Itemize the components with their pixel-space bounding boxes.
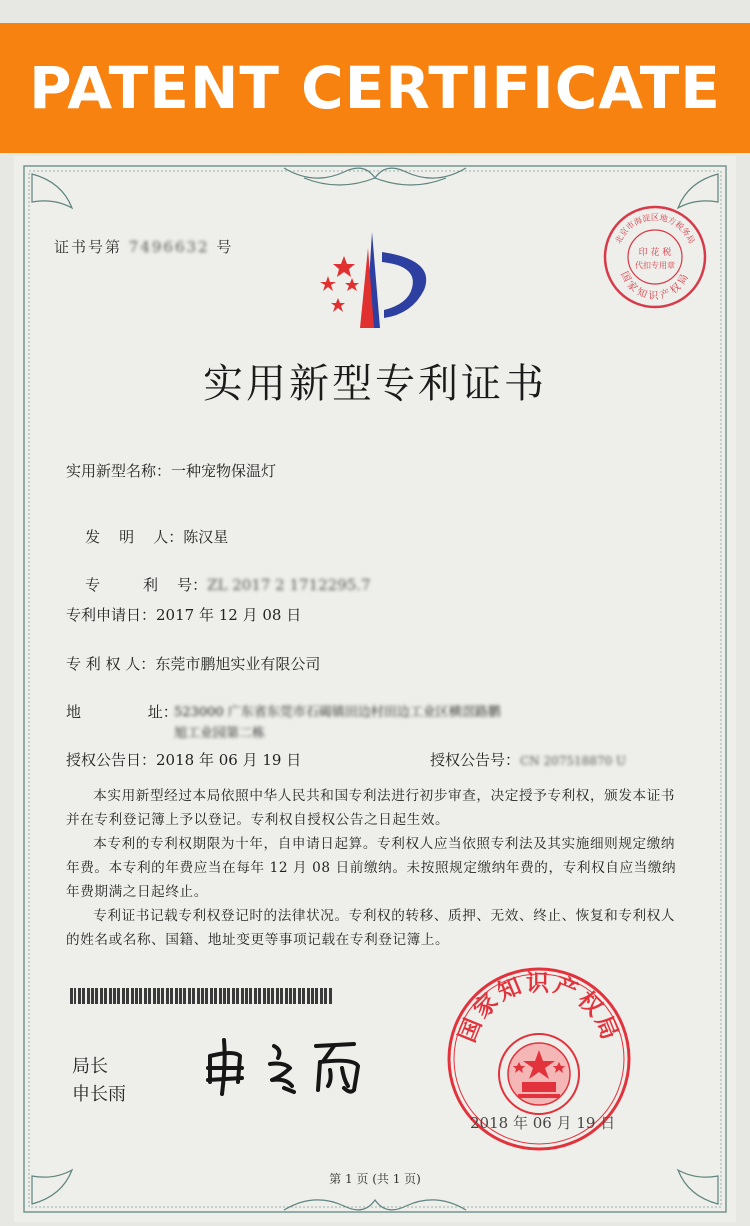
banner-title: PATENT CERTIFICATE xyxy=(29,54,721,122)
field-label: 授权公告日： xyxy=(66,751,157,769)
field-value: CN 207518870 U xyxy=(520,754,627,768)
field-grant-date xyxy=(66,749,301,770)
signer-title: 局长 xyxy=(72,1056,108,1077)
field-address-line1: 523000 广东省东莞市石碣镇田边村田边工业区横滘路鹏 xyxy=(174,705,501,720)
field-value: ZL 2017 2 1712295.7 xyxy=(207,576,371,594)
field-label: 发 明 人： xyxy=(85,528,184,546)
field-value: 一种宠物保温灯 xyxy=(171,462,277,480)
certificate xyxy=(14,156,736,1222)
field-address-label: 地 址： xyxy=(66,703,178,721)
field-filing-date xyxy=(66,604,301,625)
paragraph-term: 本专利的专利权期限为十年，自申请日起算。专利权人应当依照专利法及其实施细则规定缴纳年费。本专利的年费应当在每年 12 月 08 日前缴纳。未按照规定缴纳年费的，专利权自应当缴纳年费期满之日起终止。 xyxy=(66,836,677,900)
field-value: 2017 年 12 月 08 日 xyxy=(156,606,302,624)
field-label: 授权公告号： xyxy=(430,751,521,769)
field-grant-number xyxy=(430,749,626,770)
tax-stamp-top-text: 北京市海淀区地方税务局 xyxy=(612,212,698,246)
field-label: 专 利 权 人： xyxy=(66,655,156,673)
field-patentee xyxy=(66,653,320,674)
signer-name: 申长雨 xyxy=(72,1084,126,1105)
national-emblem-icon xyxy=(499,1034,579,1114)
cnipa-logo-icon xyxy=(308,228,448,332)
seal-text: 国家知识产权局 xyxy=(453,969,625,1047)
certificate-number-label: 证书号第 xyxy=(54,238,123,256)
page-footer: 第 1 页 (共 1 页) xyxy=(329,1172,421,1186)
banner xyxy=(0,23,750,153)
tax-stamp-bottom-text: 国家知识产权局 xyxy=(617,269,693,302)
certificate-number-value: 7496632 xyxy=(128,238,210,256)
handwritten-signature xyxy=(204,1032,384,1096)
field-label: 专 利 号： xyxy=(85,576,208,594)
paragraph-grant: 本实用新型经过本局依照中华人民共和国专利法进行初步审查，决定授予专利权，颁发本证书并在专利登记簿上予以登记。专利权自授权公告之日起生效。 xyxy=(66,788,676,828)
field-utility-model-name xyxy=(66,460,276,481)
tax-stamp-center-1: 印 花 税 xyxy=(638,248,672,258)
seal-date: 2018 年 06 月 19 日 xyxy=(470,1114,616,1132)
field-address-line2: 旭工业园第二栋 xyxy=(174,726,266,741)
field-value: 陈汉星 xyxy=(183,528,229,546)
field-label: 实用新型名称： xyxy=(66,462,172,480)
certificate-number-suffix: 号 xyxy=(216,238,234,256)
paragraph-legal-status: 专利证书记载专利权登记时的法律状况。专利权的转移、质押、无效、终止、恢复和专利权人的姓名或名称、国籍、地址变更等事项记载在专利登记簿上。 xyxy=(66,908,676,948)
field-value: 2018 年 06 月 19 日 xyxy=(156,751,302,769)
certificate-number xyxy=(54,236,233,257)
document-title: 实用新型专利证书 xyxy=(203,361,547,407)
tax-stamp-center-2: 代扣专用章 xyxy=(635,261,675,270)
field-value: 东莞市鹏旭实业有限公司 xyxy=(155,655,321,673)
field-label: 专利申请日： xyxy=(66,606,157,624)
tax-stamp xyxy=(600,202,710,312)
barcode xyxy=(70,988,332,1004)
